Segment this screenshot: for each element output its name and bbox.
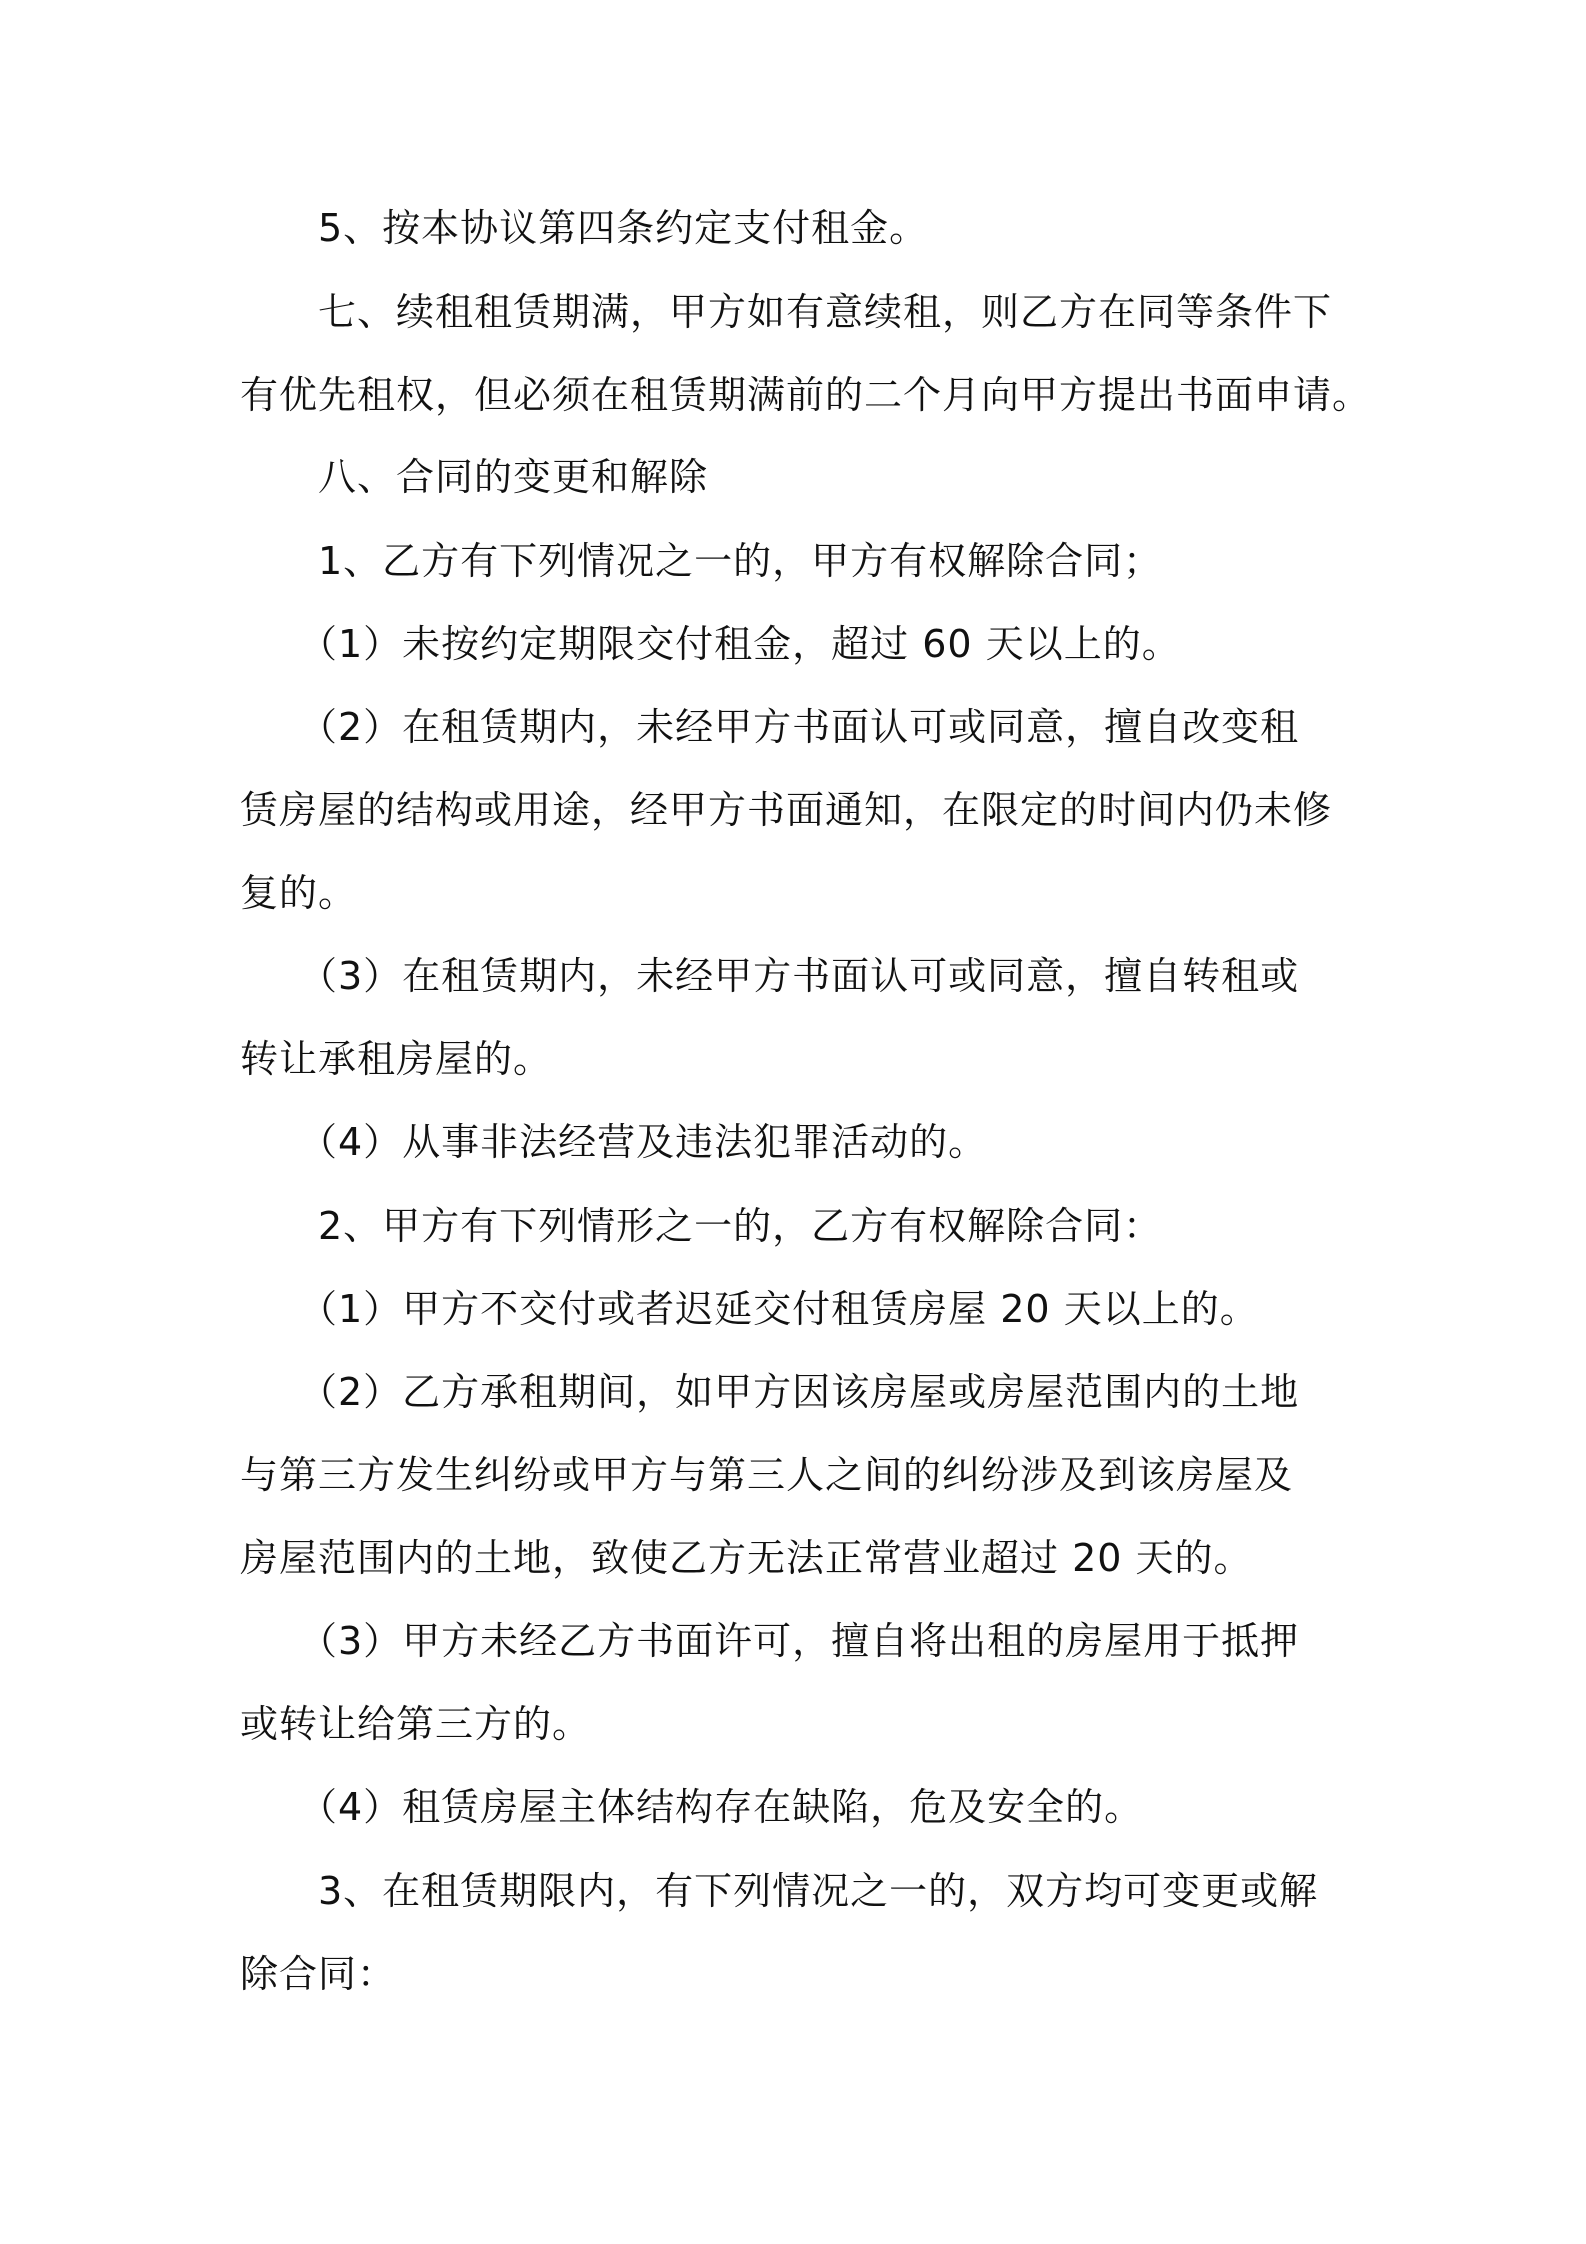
text-line: （1）未按约定期限交付租金，超过 60 天以上的。 xyxy=(240,622,1181,666)
text-line: 或转让给第三方的。 xyxy=(240,1702,592,1746)
text-line: （3）在租赁期内，未经甲方书面认可或同意，擅自转租或 xyxy=(240,954,1300,998)
text-line: 除合同： xyxy=(240,1952,397,1996)
text-line: 有优先租权，但必须在租赁期满前的二个月向甲方提出书面申请。 xyxy=(240,373,1372,417)
text-line: 3、在租赁期限内，有下列情况之一的，双方均可变更或解 xyxy=(240,1869,1319,1913)
text-line: （3）甲方未经乙方书面许可，擅自将出租的房屋用于抵押 xyxy=(240,1619,1300,1663)
text-line: 2、甲方有下列情形之一的，乙方有权解除合同： xyxy=(240,1204,1163,1248)
text-line: （4）租赁房屋主体结构存在缺陷，危及安全的。 xyxy=(240,1785,1144,1829)
text-line: （1）甲方不交付或者迟延交付租赁房屋 20 天以上的。 xyxy=(240,1287,1259,1331)
text-line: （2）在租赁期内，未经甲方书面认可或同意，擅自改变租 xyxy=(240,705,1300,749)
text-line: （4）从事非法经营及违法犯罪活动的。 xyxy=(240,1120,988,1164)
text-line: 赁房屋的结构或用途，经甲方书面通知，在限定的时间内仍未修 xyxy=(240,788,1333,832)
text-line: 1、乙方有下列情况之一的，甲方有权解除合同； xyxy=(240,539,1163,583)
text-line: 5、按本协议第四条约定支付租金。 xyxy=(240,206,929,250)
text-line: 七、续租租赁期满，甲方如有意续租，则乙方在同等条件下 xyxy=(240,290,1333,334)
text-line: 转让承租房屋的。 xyxy=(240,1037,553,1081)
text-line: 与第三方发生纠纷或甲方与第三人之间的纠纷涉及到该房屋及 xyxy=(240,1453,1294,1497)
text-line: 八、合同的变更和解除 xyxy=(240,455,709,499)
text-line: （2）乙方承租期间，如甲方因该房屋或房屋范围内的土地 xyxy=(240,1370,1300,1414)
text-line: 房屋范围内的土地，致使乙方无法正常营业超过 20 天的。 xyxy=(240,1536,1253,1580)
text-line: 复的。 xyxy=(240,871,358,915)
